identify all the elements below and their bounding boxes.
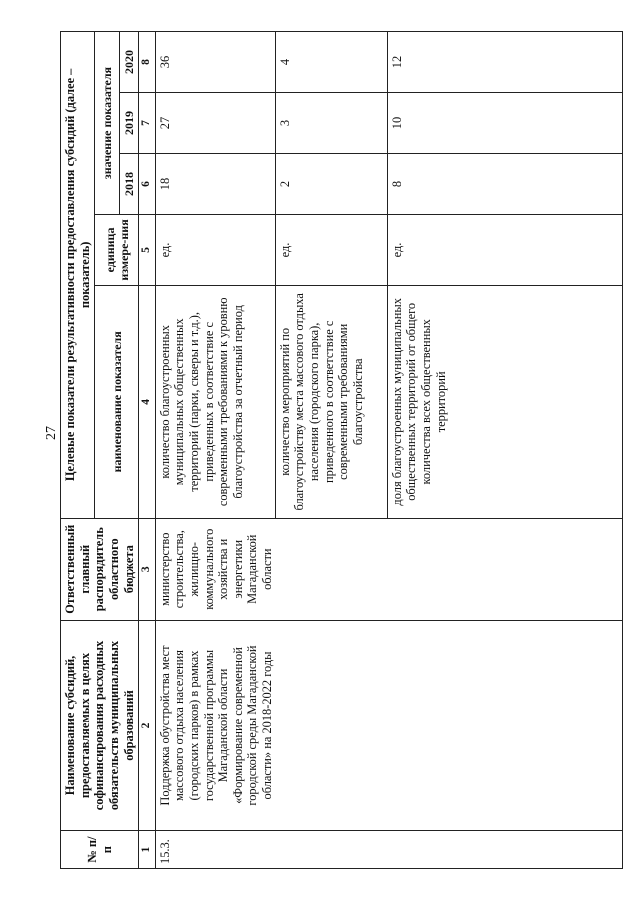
- header-year-2018: 2018: [119, 154, 138, 215]
- indicator-unit: ед.: [387, 215, 622, 286]
- col-number: 3: [139, 518, 156, 620]
- value-2020: 4: [275, 32, 387, 93]
- table-row: [155, 32, 275, 869]
- col-number: 7: [139, 93, 156, 154]
- indicator-unit: ед.: [275, 215, 387, 286]
- value-2018: 2: [275, 154, 387, 215]
- value-2020: 36: [155, 32, 275, 93]
- page-number: 27: [44, 426, 59, 440]
- col-number: 2: [139, 620, 156, 831]
- indicator-unit: ед.: [155, 215, 275, 286]
- col-number: 6: [139, 154, 156, 215]
- subsidy-indicators-table: [60, 31, 623, 869]
- indicator-name: количество мероприятий по благоустройству места массового отдыха населения (городского парка), приведенного в соответствие с современными требованиями благоустройства: [275, 285, 387, 518]
- col-number: 4: [139, 285, 156, 518]
- value-2019: 3: [275, 93, 387, 154]
- rotated-table-container: [60, 31, 623, 869]
- header-ministry: Ответственный главный распорядитель областного бюджета: [61, 518, 139, 620]
- value-2019: 27: [155, 93, 275, 154]
- value-2018: 18: [155, 154, 275, 215]
- col-number: 5: [139, 215, 156, 286]
- value-2020: 12: [387, 32, 622, 93]
- header-subsidy-name: Наименование субсидий, предоставляемых в целях софинансирования расходных обязательств муниципальных образований: [61, 620, 139, 831]
- header-indicators-group: Целевые показатели результативности предоставления субсидий (далее – показатель): [61, 32, 95, 519]
- header-year-2020: 2020: [119, 32, 138, 93]
- subsidy-name: Поддержка обустройства мест массового отдыха населения (городских парков) в рамках государственной программы Магаданской области «Формирование современной городской среды Магаданской области» на 2018-2022 годы: [155, 620, 622, 831]
- header-indicator-name: наименование показателя: [95, 285, 139, 518]
- header-num: № п/п: [61, 831, 139, 869]
- value-2019: 10: [387, 93, 622, 154]
- header-unit: единица измере-ния: [95, 215, 139, 286]
- col-number: 1: [139, 831, 156, 869]
- row-number: 15.3.: [155, 831, 622, 869]
- ministry-name: министерство строительства, жилищно-коммунального хозяйства и энергетики Магаданской области: [155, 518, 622, 620]
- indicator-name: доля благоустроенных муниципальных общественных территорий от общего количества всех общественных территорий: [387, 285, 622, 518]
- header-year-2019: 2019: [119, 93, 138, 154]
- header-value-group: значение показателя: [95, 32, 120, 215]
- col-number: 8: [139, 32, 156, 93]
- indicator-name: количество благоустроенных муниципальных общественных территорий (парки, скверы и т.д.), приведенных в соответствие с современными требованиями к уровню благоустройства за отчетный период: [155, 285, 275, 518]
- value-2018: 8: [387, 154, 622, 215]
